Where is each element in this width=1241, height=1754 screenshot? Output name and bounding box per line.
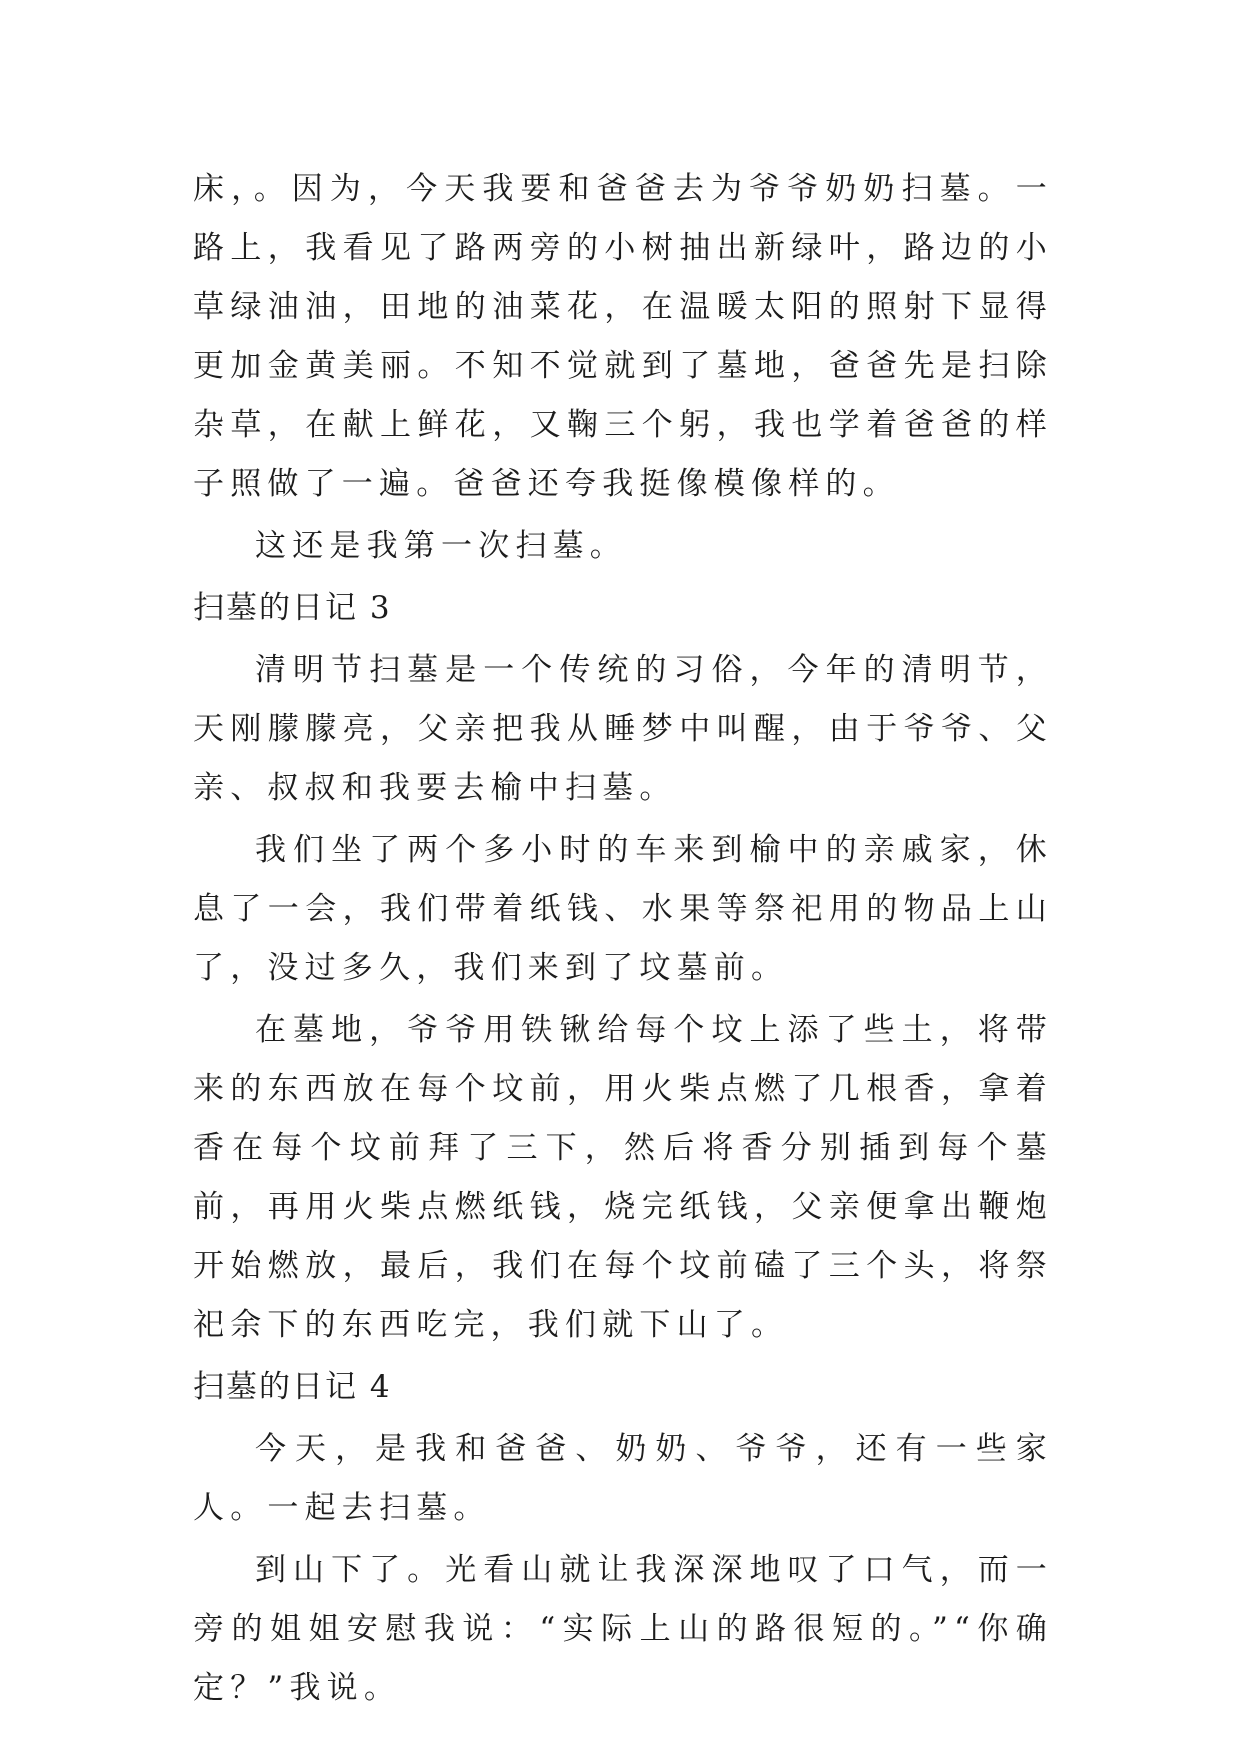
paragraph: 今天，是我和爸爸、奶奶、爷爷，还有一些家人。一起去扫墓。: [193, 1431, 1053, 1526]
paragraph: 在墓地，爷爷用铁锹给每个坟上添了些土，将带来的东西放在每个坟前，用火柴点燃了几根香，拿着香在每个坟前拜了三下，然后将香分别插到每个墓前，再用火柴点燃纸钱，烧完纸钱，父亲便拿出鞭炮开始燃放，最后，我们在每个坟前磕了三个头，将祭祀余下的东西吃完，我们就下山了。: [193, 1012, 1053, 1343]
document-body: [193, 160, 1053, 1721]
paragraph: 到山下了。光看山就让我深深地叹了口气，而一旁的姐姐安慰我说：“实际上山的路很短的。”“你确定？”我说。: [193, 1552, 1053, 1706]
paragraph: 我们坐了两个多小时的车来到榆中的亲戚家，休息了一会，我们带着纸钱、水果等祭祀用的物品上山了，没过多久，我们来到了坟墓前。: [193, 832, 1053, 986]
section-heading-3: 扫墓的日记 3: [193, 590, 392, 626]
paragraph: 这还是我第一次扫墓。: [255, 528, 627, 564]
paragraph-continued: 床，。因为，今天我要和爸爸去为爷爷奶奶扫墓。一路上，我看见了路两旁的小树抽出新绿叶，路边的小草绿油油，田地的油菜花，在温暖太阳的照射下显得更加金黄美丽。不知不觉就到了墓地，爸爸先是扫除杂草，在献上鲜花，又鞠三个躬，我也学着爸爸的样子照做了一遍。爸爸还夸我挺像模像样的。: [193, 171, 1053, 502]
paragraph: 清明节扫墓是一个传统的习俗，今年的清明节，天刚朦朦亮，父亲把我从睡梦中叫醒，由于爷爷、父亲、叔叔和我要去榆中扫墓。: [193, 652, 1053, 806]
section-heading-4: 扫墓的日记 4: [193, 1369, 392, 1405]
